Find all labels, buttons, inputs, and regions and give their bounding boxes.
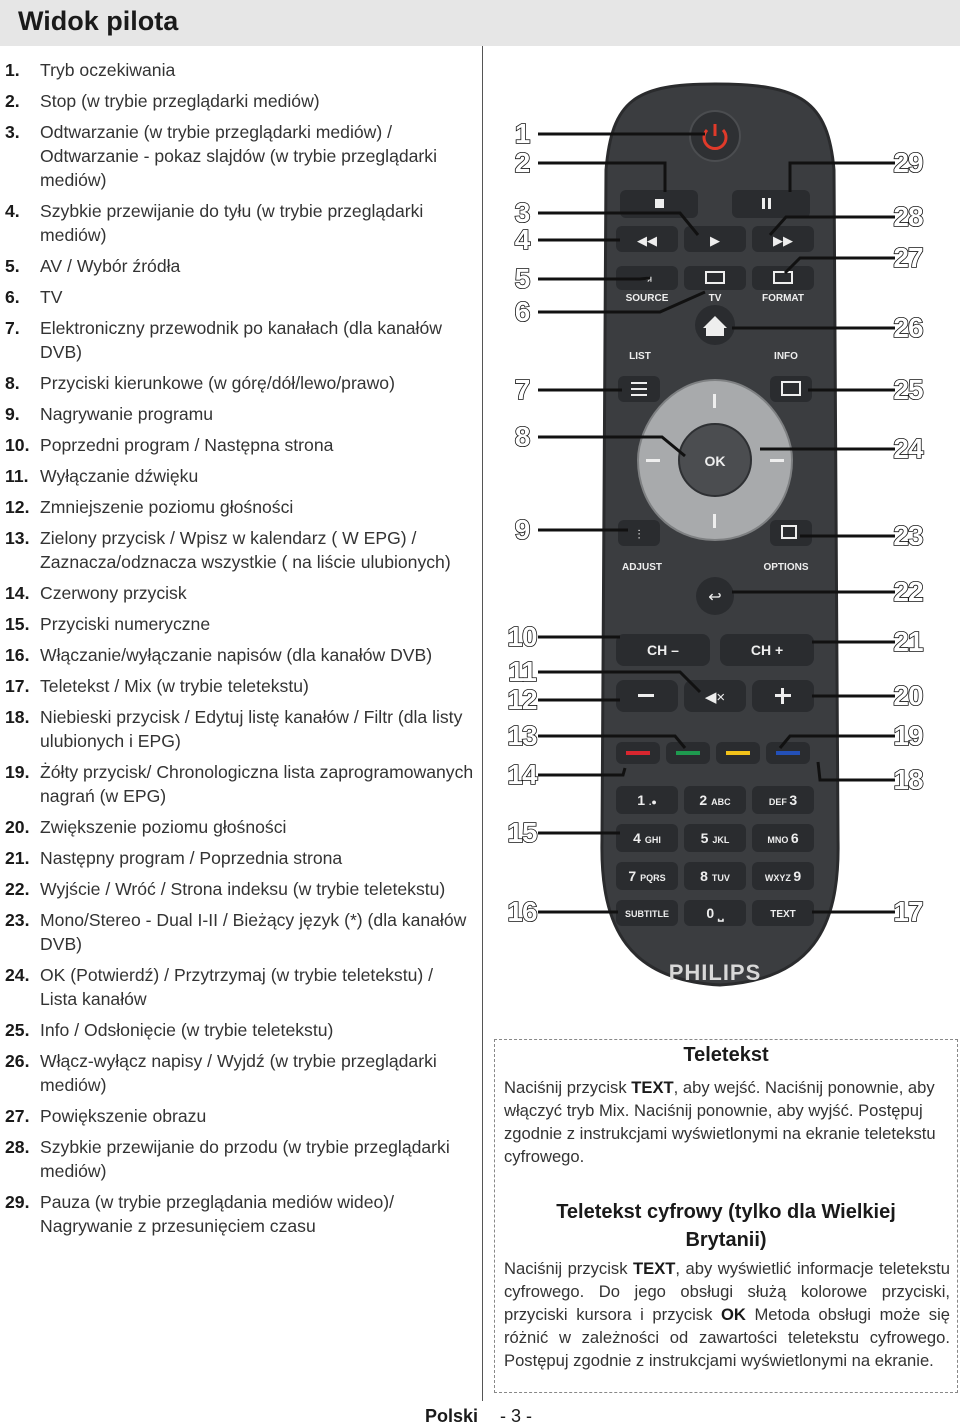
number-key-label: DEF 3 <box>768 792 798 808</box>
legend-text: Wyłączanie dźwięku <box>40 466 199 486</box>
callout-28: 28 <box>893 201 923 232</box>
legend-text: Stop (w trybie przeglądarki mediów) <box>40 91 320 111</box>
legend-number: 2. <box>5 91 20 111</box>
teletext-title: Teletekst <box>683 1044 769 1066</box>
legend-item <box>5 464 475 488</box>
text-label: TEXT <box>770 909 796 920</box>
legend-item <box>5 433 475 457</box>
legend-number: 3. <box>5 122 20 142</box>
svg-text:↩: ↩ <box>708 589 722 606</box>
tv-label: TV <box>708 293 722 304</box>
callout-19: 19 <box>893 720 923 751</box>
legend-item <box>5 705 475 753</box>
legend-list <box>5 58 475 1245</box>
legend-text: Pauza (w trybie przeglądania mediów wideo)/ Nagrywanie z przesunięciem czasu <box>40 1192 395 1236</box>
legend-number: 12. <box>5 497 30 517</box>
legend-item <box>5 254 475 278</box>
legend-item <box>5 316 475 364</box>
legend-number: 4. <box>5 201 20 221</box>
legend-item <box>5 199 475 247</box>
legend-text: Włączanie/wyłączanie napisów (dla kanałów DVB) <box>40 645 433 665</box>
source-label: SOURCE <box>625 293 669 304</box>
legend-number: 5. <box>5 256 20 276</box>
callout-25: 25 <box>893 374 923 405</box>
callout-14: 14 <box>507 759 537 790</box>
footer-language: Polski <box>425 1406 479 1426</box>
legend-text: Zwiększenie poziomu głośności <box>40 817 287 837</box>
callout-8: 8 <box>514 421 530 452</box>
legend-number: 28. <box>5 1137 30 1157</box>
legend-number: 14. <box>5 583 30 603</box>
legend-number: 11. <box>5 466 29 486</box>
digital-teletext-title: Teletekst cyfrowy (tylko dla Wielkiej Brytanii) <box>556 1201 896 1251</box>
legend-text: Zmniejszenie poziomu głośności <box>40 497 294 517</box>
legend-text: Wyjście / Wróć / Strona indeksu (w trybie teletekstu) <box>40 879 446 899</box>
number-key-label: 7 PQRS <box>628 868 666 884</box>
callout-11: 11 <box>508 656 536 687</box>
legend-text: Szybkie przewijanie do przodu (w trybie przeglądarki mediów) <box>40 1137 450 1181</box>
legend-text: Info / Odsłonięcie (w trybie teletekstu) <box>40 1020 334 1040</box>
legend-text: Przyciski kierunkowe (w górę/dół/lewo/prawo) <box>40 373 395 393</box>
legend-item <box>5 674 475 698</box>
legend-text: Zielony przycisk / Wpisz w kalendarz ( W EPG) / Zaznacza/odznacza wszystkie ( na liście ulubionych) <box>40 528 451 572</box>
adjust-label: ADJUST <box>621 562 663 573</box>
legend-text: Włącz-wyłącz napisy / Wyjdź (w trybie przeglądarki mediów) <box>40 1051 437 1095</box>
callout-12: 12 <box>507 684 537 715</box>
legend-number: 16. <box>5 645 30 665</box>
digital-teletext-paragraph: Naciśnij przycisk TEXT, aby wyświetlić informacje teletekstu cyfrowego. Do jego obsługi służą kolorowe przyciski, przyciski kursora i przycisk OK Metoda obsługi może się różnić w zależności od zawartości teletekstu cyfrowego. Postępuj zgodnie z instrukcjami wyświetlonymi na ekranie. <box>504 1259 950 1370</box>
legend-number: 13. <box>5 528 30 548</box>
legend-text: Teletekst / Mix (w trybie teletekstu) <box>40 676 309 696</box>
legend-text: Czerwony przycisk <box>40 583 187 603</box>
svg-text:⫶: ⫶ <box>637 527 641 542</box>
legend-item <box>5 963 475 1011</box>
callout-1: 1 <box>514 118 530 149</box>
column-divider <box>482 46 483 1401</box>
options-label: OPTIONS <box>763 562 809 573</box>
legend-number: 6. <box>5 287 20 307</box>
legend-number: 8. <box>5 373 20 393</box>
legend-text: Niebieski przycisk / Edytuj listę kanałów / Filtr (dla listy ulubionych i EPG) <box>40 707 463 751</box>
number-key-label: 4 GHI <box>633 830 661 846</box>
legend-number: 9. <box>5 404 20 424</box>
legend-number: 26. <box>5 1051 30 1071</box>
legend-item <box>5 877 475 901</box>
legend-item <box>5 1190 475 1238</box>
callout-7: 7 <box>514 374 530 405</box>
legend-number: 19. <box>5 762 30 782</box>
format-button <box>752 266 814 290</box>
legend-item <box>5 846 475 870</box>
legend-number: 17. <box>5 676 30 696</box>
legend-item <box>5 58 475 82</box>
format-label: FORMAT <box>761 293 805 304</box>
legend-number: 29. <box>5 1192 30 1212</box>
blue-button-stripe <box>776 751 800 755</box>
legend-text: OK (Potwierdź) / Przytrzymaj (w trybie teletekstu) / Lista kanałów <box>40 965 434 1009</box>
list-label: LIST <box>629 351 651 362</box>
legend-item <box>5 760 475 808</box>
info-label: INFO <box>774 351 798 362</box>
callout-2: 2 <box>514 147 530 178</box>
callout-5: 5 <box>514 263 530 294</box>
legend-text: Tryb oczekiwania <box>40 60 176 80</box>
footer-page-number: - 3 - <box>500 1406 533 1426</box>
number-keys <box>616 786 814 890</box>
legend-text: TV <box>40 287 63 307</box>
callout-3: 3 <box>514 197 530 228</box>
callout-23: 23 <box>893 520 923 551</box>
callout-17: 17 <box>893 896 923 927</box>
green-button-stripe <box>676 751 700 755</box>
number-key-label: 8 TUV <box>700 868 730 884</box>
callout-26: 26 <box>893 312 923 343</box>
legend-item <box>5 1018 475 1042</box>
legend-number: 22. <box>5 879 30 899</box>
ok-key-ref: OK <box>720 1305 746 1324</box>
brand-logo: PHILIPS <box>668 960 762 985</box>
zero-label: 0 ⎵ <box>706 905 724 921</box>
legend-item <box>5 612 475 636</box>
legend-text: Poprzedni program / Następna strona <box>40 435 334 455</box>
callout-9: 9 <box>514 514 530 545</box>
legend-number: 18. <box>5 707 30 727</box>
callout-21: 21 <box>893 626 923 657</box>
yellow-button-stripe <box>726 751 750 755</box>
ch-minus-label: CH – <box>647 642 679 658</box>
legend-item <box>5 526 475 574</box>
legend-text: Szybkie przewijanie do tyłu (w trybie przeglądarki mediów) <box>40 201 424 245</box>
svg-text:⇥: ⇥ <box>641 272 653 286</box>
callout-27: 27 <box>893 242 923 273</box>
legend-text: Powiększenie obrazu <box>40 1106 207 1126</box>
legend-number: 10. <box>5 435 30 455</box>
legend-text: Przyciski numeryczne <box>40 614 211 634</box>
legend-text: Żółty przycisk/ Chronologiczna lista zaprogramowanych nagrań (w EPG) <box>40 762 474 806</box>
callout-13: 13 <box>507 720 537 751</box>
number-key-label: 2 ABC <box>699 792 731 808</box>
callout-6: 6 <box>514 296 530 327</box>
legend-item <box>5 815 475 839</box>
svg-text:◀×: ◀× <box>704 689 726 706</box>
ok-label: OK <box>704 453 726 469</box>
direction-pad <box>638 380 792 540</box>
legend-number: 1. <box>5 60 20 80</box>
page-title: Widok pilota <box>18 6 179 36</box>
ch-plus-label: CH + <box>750 642 784 658</box>
legend-text: Elektroniczny przewodnik po kanałach (dla kanałów DVB) <box>40 318 442 362</box>
legend-text: Nagrywanie programu <box>40 404 214 424</box>
callout-10: 10 <box>507 621 537 652</box>
callout-29: 29 <box>893 147 923 178</box>
legend-item <box>5 908 475 956</box>
legend-item <box>5 402 475 426</box>
legend-item <box>5 1049 475 1097</box>
teletext-info-box <box>494 1039 958 1393</box>
callout-16: 16 <box>507 896 537 927</box>
legend-item <box>5 495 475 519</box>
text-key-ref-2: TEXT <box>632 1259 676 1278</box>
legend-number: 21. <box>5 848 30 868</box>
legend-item <box>5 581 475 605</box>
svg-text:▶: ▶ <box>710 233 720 248</box>
svg-text:◀◀: ◀◀ <box>637 233 657 248</box>
legend-number: 15. <box>5 614 30 634</box>
callout-24: 24 <box>893 433 923 464</box>
number-key-label: MNO 6 <box>767 830 799 846</box>
callout-20: 20 <box>893 680 923 711</box>
legend-number: 25. <box>5 1020 30 1040</box>
legend-item <box>5 371 475 395</box>
legend-number: 23. <box>5 910 30 930</box>
legend-item <box>5 643 475 667</box>
red-button-stripe <box>626 751 650 755</box>
info-button <box>770 376 812 402</box>
legend-text: Odtwarzanie (w trybie przeglądarki mediów) / Odtwarzanie - pokaz slajdów (w trybie przeglądarki mediów) <box>40 122 438 190</box>
number-key-label: 1 .● <box>637 792 657 808</box>
svg-text:▶▶: ▶▶ <box>773 233 793 248</box>
callout-18: 18 <box>893 764 923 795</box>
power-button <box>690 111 740 161</box>
legend-item <box>5 1104 475 1128</box>
number-key-label: 5 JKL <box>700 830 730 846</box>
callout-22: 22 <box>893 576 923 607</box>
legend-number: 20. <box>5 817 30 837</box>
legend-item <box>5 89 475 113</box>
number-key-label: WXYZ 9 <box>764 868 802 884</box>
callout-15: 15 <box>507 817 537 848</box>
tv-button <box>684 266 746 290</box>
legend-item <box>5 120 475 192</box>
text-key-ref: TEXT <box>631 1078 674 1097</box>
legend-item <box>5 285 475 309</box>
callout-4: 4 <box>514 224 530 255</box>
subtitle-label: SUBTITLE <box>625 909 669 919</box>
title-bar <box>0 0 960 46</box>
legend-text: Mono/Stereo - Dual I-II / Bieżący język (*) (dla kanałów DVB) <box>40 910 467 954</box>
options-button <box>770 520 812 546</box>
legend-text: AV / Wybór źródła <box>40 256 181 276</box>
legend-number: 7. <box>5 318 20 338</box>
legend-number: 24. <box>5 965 30 985</box>
legend-text: Następny program / Poprzednia strona <box>40 848 343 868</box>
legend-item <box>5 1135 475 1183</box>
teletext-paragraph: Naciśnij przycisk TEXT, aby wejść. Naciśnij ponownie, aby włączyć tryb Mix. Naciśnij ponownie, aby wyjść. Postępuj zgodnie z instrukcjami wyświetlonymi na ekranie teletekstu cyfrowego. <box>504 1078 936 1166</box>
legend-number: 27. <box>5 1106 30 1126</box>
remote-illustration <box>500 80 960 1035</box>
